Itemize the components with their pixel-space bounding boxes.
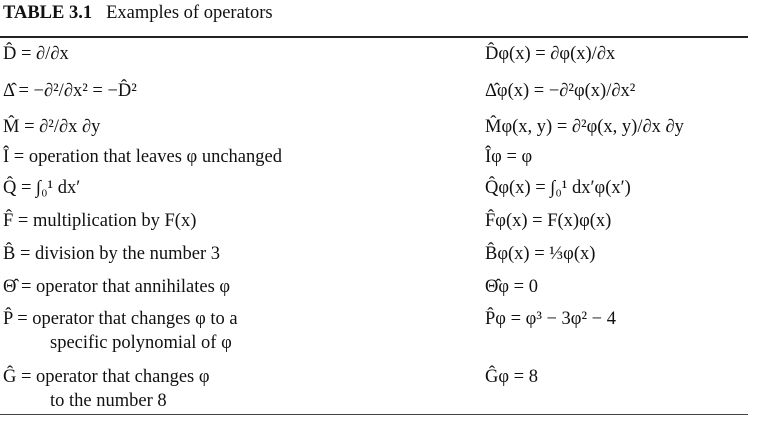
operator-example: F̂φ(x) = F(x)φ(x)	[485, 211, 612, 231]
table-number: TABLE 3.1	[3, 3, 93, 23]
operator-definition: F̂ = multiplication by F(x)	[3, 211, 197, 231]
operator-example: M̂φ(x, y) = ∂²φ(x, y)/∂x ∂y	[485, 117, 684, 137]
operator-example: Q̂φ(x) = ∫₀¹ dx′φ(x′)	[485, 178, 631, 198]
table-title	[3, 3, 273, 24]
operator-example: Θ̂φ = 0	[485, 277, 538, 297]
operator-definition: Δ̂ = −∂²/∂x² = −D̂²	[3, 81, 137, 101]
operator-definition: Î = operation that leaves φ unchanged	[3, 147, 282, 167]
operator-example: P̂φ = φ³ − 3φ² − 4	[485, 309, 616, 329]
operator-definition: B̂ = division by the number 3	[3, 244, 221, 264]
operator-example: Δ̂φ(x) = −∂²φ(x)/∂x²	[485, 81, 636, 101]
table-top-rule	[0, 36, 748, 38]
operator-definition: D̂ = ∂/∂x	[3, 44, 69, 64]
operator-definition: P̂ = operator that changes φ to a	[3, 309, 238, 329]
operator-definition-continuation: to the number 8	[50, 391, 167, 411]
operator-example: D̂φ(x) = ∂φ(x)/∂x	[485, 44, 616, 64]
operator-definition: Q̂ = ∫₀¹ dx′	[3, 178, 81, 198]
operator-definition: Ĝ = operator that changes φ	[3, 367, 210, 387]
operator-definition: Θ̂ = operator that annihilates φ	[3, 277, 231, 297]
operator-definition: M̂ = ∂²/∂x ∂y	[3, 117, 101, 137]
operator-example: Îφ = φ	[485, 147, 533, 167]
operator-definition-continuation: specific polynomial of φ	[50, 333, 232, 353]
table-caption: Examples of operators	[106, 3, 273, 23]
operator-example: B̂φ(x) = ⅓φ(x)	[485, 244, 596, 264]
table-bottom-rule	[0, 414, 748, 415]
operator-example: Ĝφ = 8	[485, 367, 538, 387]
